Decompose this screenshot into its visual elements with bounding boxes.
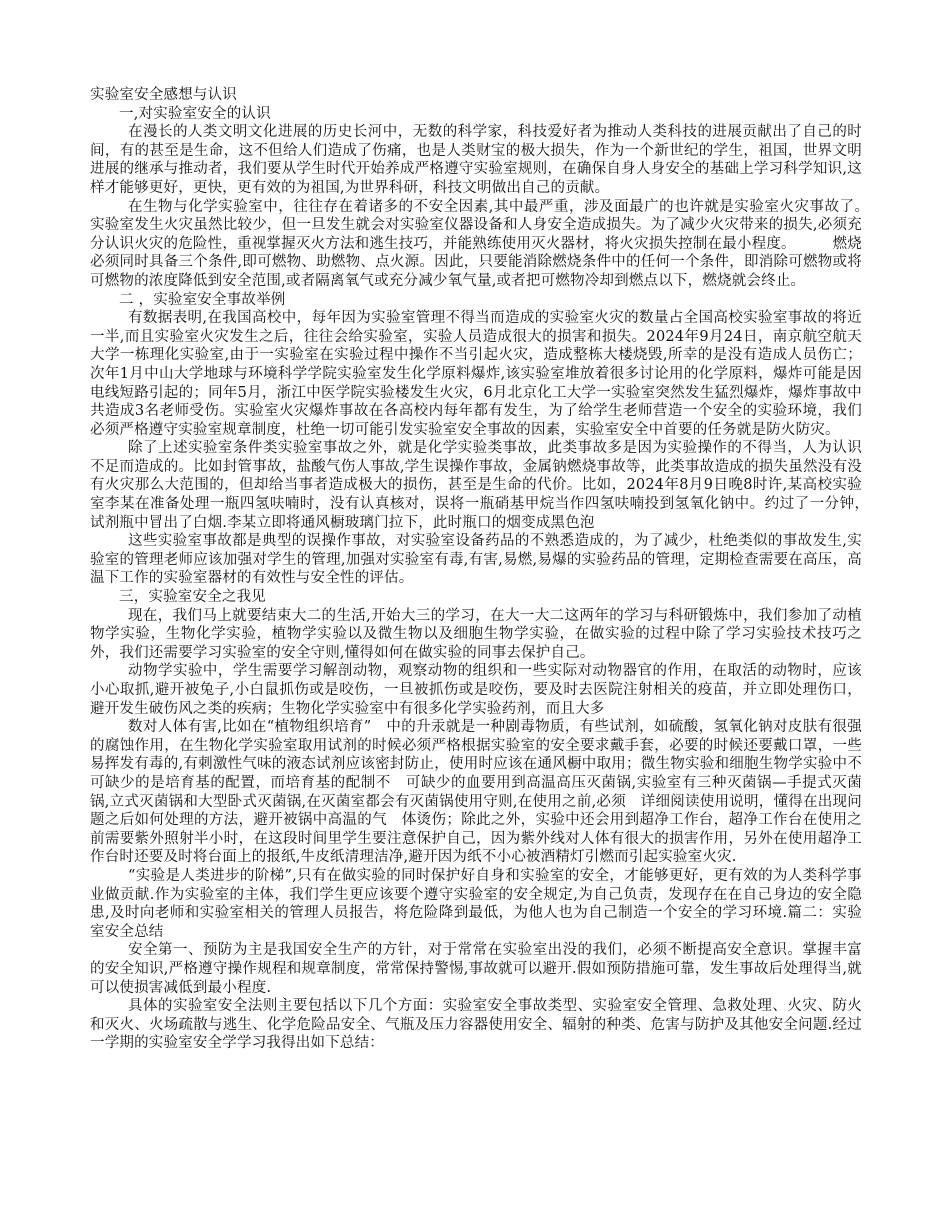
- paragraph-10: 安全第一、预防为主是我国安全生产的方针，对于常常在实验室出没的我们，必须不断提高安全意识。掌握丰富的安全知识,严格遵守操作规程和规章制度，常常保持警惕,事故就可以避开.假如预防措施可靠，发生事故后处理得当,就可以使损害减低到最小程度.: [90, 942, 862, 996]
- paragraph-2: 在生物与化学实验室中，往往存在着诸多的不安全因素,其中最严重，涉及面最广的也许就是实验室火灾事故了。 实验室发生火灾虽然比较少，但一旦发生就会对实验室仪器设备和人身安全造成损失。为了减少火灾带来的损失,必须充分认识火灾的危险性，重视掌握灭火方法和逃生技巧，并能熟练使用灭火器材，将火灾损失控制在最小程度。 燃烧必须同时具备三个条件,即可燃物、助燃物、点火源。因此，只要能消除燃烧条件中的任何一个条件，即消除可燃物或将可燃物的浓度降低到安全范围,或者隔离氧气或充分减少氧气量,或者把可燃物冷却到燃点以下，燃烧就会终止。: [90, 198, 907, 289]
- paragraph-1: 在漫长的人类文明文化进展的历史长河中，无数的科学家，科技爱好者为推动人类科技的进展贡献出了自己的时间，有的甚至是生命，这不但给人们造成了伤痛，也是人类财宝的极大损失，作为一个新世纪的学生，祖国，世界文明进展的继承与推动者，我们要从学生时代开始养成严格遵守实验室规则，在确保自身人身安全的基础上学习科学知识,这样才能够更好，更快，更有效的为祖国,为世界科研，科技文明做出自己的贡献。: [90, 124, 862, 196]
- paragraph-6: 现在，我们马上就要结束大二的生活,开始大三的学习，在大一大二这两年的学习与科研锻炼中，我们参加了动植物学实验，生物化学实验，植物学实验以及微生物以及细胞生物学实验，在做实验的过程中除了学习实验技术技巧之外，我们还需要学习实验室的安全守则,懂得如何在做实验的同事去保护自己。: [90, 607, 862, 661]
- paragraph-3: 有数据表明,在我国高校中，每年因为实验室管理不得当而造成的实验室火灾的数量占全国高校实验室事故的将近一半,而且实验室火灾发生之后，往往会给实验室，实验人员造成很大的损害和损失。2024年9月24日，南京航空航天大学一栋理化实验室,由于一实验室在实验过程中操作不当引起火灾，造成整栋大楼烧毁,所幸的是没有造成人员伤亡；次年1月中山大学地球与环境科学学院实验室发生化学原料爆炸,该实验室堆放着很多讨论用的化学原料，爆炸可能是因电线短路引起的；同年5月，浙江中医学院实验楼发生火灾，6月北京化工大学一实验室突然发生猛烈爆炸，爆炸事故中共造成3名老师受伤。实验室火灾爆炸事故在各高校内每年都有发生，为了给学生老师营造一个安全的实验环境，我们必须严格遵守实验室规章制度，杜绝一切可能引发实验室安全事故的因素，实验室安全中首要的任务就是防火防灾。: [90, 310, 862, 438]
- document-title: 实验室安全感想与认识: [90, 87, 237, 103]
- section-heading-2: 二 ，实验室安全事故举例: [119, 291, 286, 308]
- paragraph-9: “实验是人类进步的阶梯”,只有在做实验的同时保护好自身和实验室的安全，才能够更好，更有效的为人类科学事业做贡献.作为实验室的主体，我们学生更应该要个遵守实验室的安全规定,为自己负责，发现存在在自己身边的安全隐患,及时向老师和实验室相关的管理人员报告，将危险降到最低，为他人也为自己制造一个安全的学习环境.篇二：实验室安全总结: [90, 867, 862, 940]
- paragraph-7: 动物学实验中，学生需要学习解剖动物，观察动物的组织和一些实际对动物器官的作用，在取活的动物时，应该小心取抓,避开被兔子,小白鼠抓伤或是咬伤，一旦被抓伤或是咬伤，要及时去医院注射相关的疫苗，并立即处理伤口，避开发生破伤风之类的疾病；生物化学实验室中有很多化学实验药剂，而且大多: [90, 663, 862, 717]
- paragraph-5: 这些实验室事故都是典型的误操作事故，对实验室设备药品的不熟悉造成的，为了减少，杜绝类似的事故发生,实验室的管理老师应该加强对学生的管理,加强对实验室有毒,有害,易燃,易爆的实验药品的管理，定期检查需要在高压，高温下工作的实验室器材的有效性与安全性的评估。: [90, 533, 862, 587]
- paragraph-8: 数对人体有害,比如在“植物组织培育” 中的升汞就是一种剧毒物质，有些试剂，如硫酸，氢氧化钠对皮肤有很强的腐蚀作用，在生物化学实验室取用试剂的时候必须严格根据实验室的安全要求戴手套，必要的时候还要戴口罩，一些易挥发有毒的,有刺激性气味的液态试剂应该密封防止，使用时应该在通风橱中取用；微生物实验和细胞生物学实验中不可缺少的是培育基的配置，而培育基的配制不 可缺少的血要用到高温高压灭菌锅,实验室有三种灭菌锅—手提式灭菌锅,立式灭菌锅和大型卧式灭菌锅,在灭菌室都会有灭菌锅使用守则,在使用之前,必须 详细阅读使用说明，懂得在出现问题之后如何处理的方法，避开被锅中高温的气 体烫伤；除此之外，实验中还会用到超净工作台，超净工作台在使用之前需要紫外照射半小时，在这段时间里学生要注意保护自己，因为紫外线对人体有很大的损害作用，另外在使用超净工作台时还要及时将台面上的报纸,牛皮纸清理洁净,避开因为纸不小心被酒精灯引燃而引起实验室火灾.: [90, 719, 862, 866]
- paragraph-11: 具体的实验室安全法则主要包括以下几个方面：实验室安全事故类型、实验室安全管理、急救处理、火灾、防火和灭火、火场疏散与逃生、化学危险品安全、气瓶及压力容器使用安全、辐射的种类、危害与防护及其他安全问题.经过一学期的实验室安全学学习我得出如下总结：: [90, 998, 862, 1052]
- section-heading-1: 一,对实验室安全的认识: [119, 105, 271, 122]
- section-heading-3: 三，实验室安全之我见: [119, 589, 266, 606]
- document-page: [90, 86, 907, 1053]
- paragraph-4: 除了上述实验室条件类实验室事故之外，就是化学实验类事故，此类事故多是因为实验操作的不得当，人为认识不足而造成的。比如封管事故，盐酸气伤人事故,学生误操作事故，金属钠燃烧事故等，此类事故造成的损失虽然没有没有火灾那么大范围的，但却给当事者造成极大的损伤，甚至是生命的代价。比如，2024年8月9日晚8时许,某高校实验室李某在准备处理一瓶四氢呋喃时，没有认真核对，误将一瓶硝基甲烷当作四氢呋喃投到氢氧化钠中。约过了一分钟， 试剂瓶中冒出了白烟.李某立即将通风橱玻璃门拉下，此时瓶口的烟变成黑色泡: [90, 440, 877, 531]
